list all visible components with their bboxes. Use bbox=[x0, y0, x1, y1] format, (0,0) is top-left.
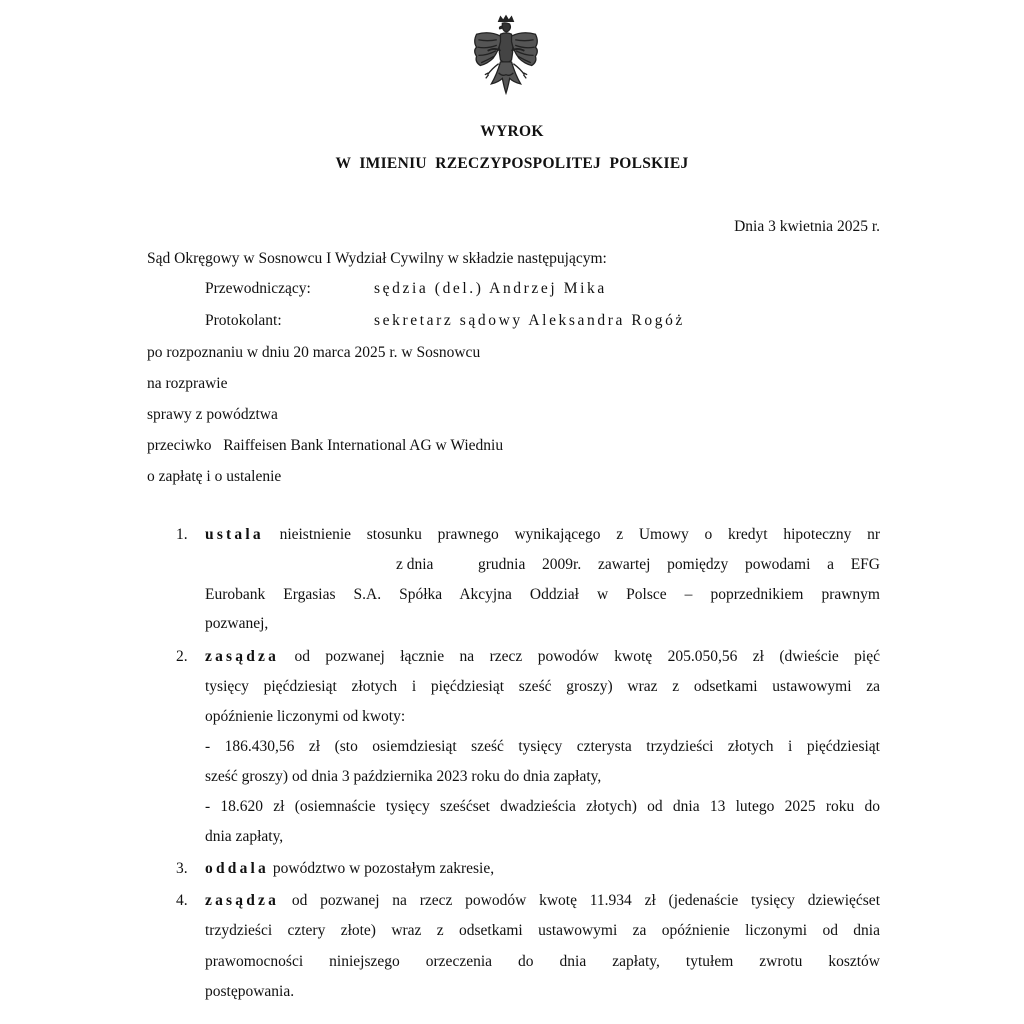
item-1-line-2b: grudnia 2009r. zawartej pomiędzy powodami a EFG bbox=[478, 556, 880, 573]
item-1-line-1: ustala nieistnienie stosunku prawnego wynikającego z Umowy o kredyt hipoteczny nr bbox=[205, 526, 880, 543]
item-2-sub-2-line-2: dnia zapłaty, bbox=[205, 828, 284, 845]
item-1-number: 1. bbox=[176, 526, 188, 543]
item-3-verb: oddala bbox=[205, 860, 269, 877]
session-info: na rozprawie bbox=[147, 375, 228, 392]
hearing-info: po rozpoznaniu w dniu 20 marca 2025 r. w Sosnowcu bbox=[147, 344, 481, 361]
defendant-line bbox=[147, 437, 503, 455]
item-2-line-3: opóźnienie liczonymi od kwoty: bbox=[205, 708, 406, 725]
claim-info: sprawy z powództwa bbox=[147, 406, 278, 423]
item-3-number: 3. bbox=[176, 860, 188, 877]
item-4-number: 4. bbox=[176, 892, 188, 909]
polish-eagle-emblem-icon bbox=[460, 14, 552, 106]
item-1-line-2a: z dnia bbox=[396, 556, 434, 573]
item-4-line-4: postępowania. bbox=[205, 983, 295, 1000]
item-3-line-1: oddala powództwo w pozostałym zakresie, bbox=[205, 860, 495, 877]
clerk-name: sekretarz sądowy Aleksandra Rogóż bbox=[374, 312, 685, 329]
item-2-line-2: tysięcy pięćdziesiąt złotych i pięćdziesiąt sześć groszy) wraz z odsetkami ustawowymi za bbox=[205, 678, 880, 695]
document-title: WYROK bbox=[480, 123, 544, 140]
item-1-verb: ustala bbox=[205, 526, 264, 543]
item-2-verb: zasądza bbox=[205, 648, 280, 665]
defendant-name: Raiffeisen Bank International AG w Wiedniu bbox=[223, 437, 504, 454]
item-2-sub-1-line-1: - 186.430,56 zł (sto osiemdziesiąt sześć tysięcy czterysta trzydzieści złotych i pięćdziesiąt bbox=[205, 738, 880, 755]
against-label: przeciwko bbox=[147, 437, 212, 454]
document-subtitle: W IMIENIU RZECZYPOSPOLITEJ POLSKIEJ bbox=[335, 155, 689, 172]
case-subject: o zapłatę i o ustalenie bbox=[147, 468, 282, 485]
presiding-name: sędzia (del.) Andrzej Mika bbox=[374, 280, 607, 297]
court-composition: Sąd Okręgowy w Sosnowcu I Wydział Cywilny w składzie następującym: bbox=[147, 250, 607, 267]
judgment-date: Dnia 3 kwietnia 2025 r. bbox=[734, 218, 880, 235]
item-2-line-1: zasądza od pozwanej łącznie na rzecz powodów kwotę 205.050,56 zł (dwieście pięć bbox=[205, 648, 880, 665]
clerk-label: Protokolant: bbox=[205, 312, 282, 329]
presiding-label: Przewodniczący: bbox=[205, 280, 311, 297]
item-4-line-3: prawomocności niniejszego orzeczenia do dnia zapłaty, tytułem zwrotu kosztów bbox=[205, 953, 880, 970]
item-1-line-4: pozwanej, bbox=[205, 615, 269, 632]
item-2-number: 2. bbox=[176, 648, 188, 665]
item-2-sub-2-line-1: - 18.620 zł (osiemnaście tysięcy sześćset dwadzieścia złotych) od dnia 13 lutego 2025 roku do bbox=[205, 798, 880, 815]
item-1-line-3: Eurobank Ergasias S.A. Spółka Akcyjna Oddział w Polsce – poprzednikiem prawnym bbox=[205, 586, 880, 603]
item-4-line-2: trzydzieści cztery złote) wraz z odsetkami ustawowymi za opóźnienie liczonymi od dnia bbox=[205, 922, 880, 939]
item-4-line-1: zasądza od pozwanej na rzecz powodów kwotę 11.934 zł (jedenaście tysięcy dziewięćset bbox=[205, 892, 880, 909]
item-2-sub-1-line-2: sześć groszy) od dnia 3 października 2023 roku do dnia zapłaty, bbox=[205, 768, 602, 785]
item-4-verb: zasądza bbox=[205, 892, 280, 909]
